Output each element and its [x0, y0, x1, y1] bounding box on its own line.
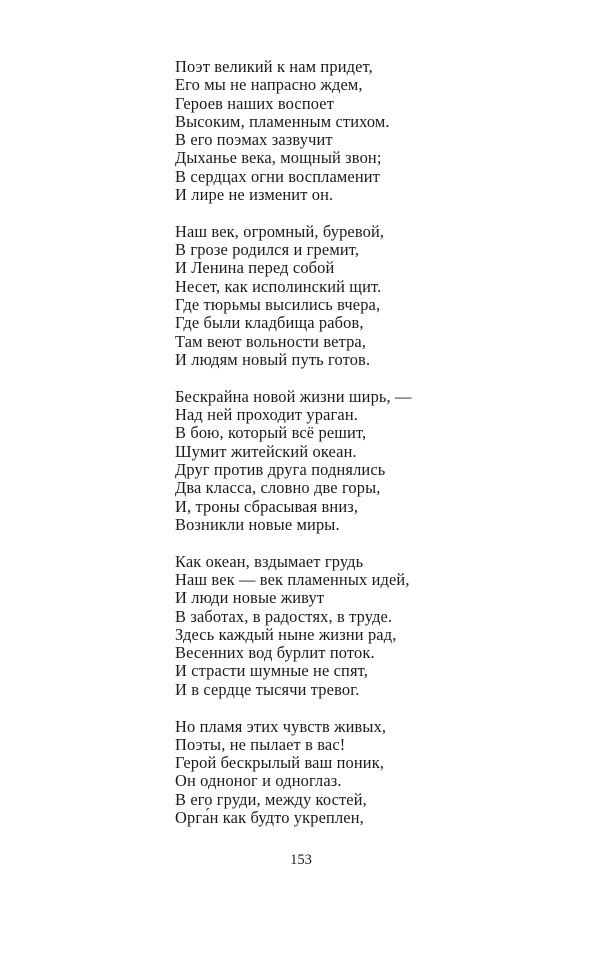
- verse-line: И в сердце тысячи тревог.: [175, 679, 360, 699]
- stanza-1: [175, 58, 475, 204]
- verse-line: В бою, который всё решит,: [175, 423, 367, 443]
- verse-line: Его мы не напрасно ждем,: [175, 75, 363, 95]
- verse-line: Весенних вод бурлит поток.: [175, 643, 375, 663]
- verse-line: Он одноног и одноглаз.: [175, 771, 342, 791]
- verse-line: В сердцах огни воспламенит: [175, 166, 380, 186]
- verse-line: Здесь каждый ныне жизни рад,: [175, 624, 397, 644]
- verse-line: Несет, как исполинский щит.: [175, 276, 382, 296]
- verse-line: Где были кладбища рабов,: [175, 313, 364, 333]
- verse-line: И, троны сбрасывая вниз,: [175, 496, 359, 516]
- verse-line: В его поэмах зазвучит: [175, 130, 333, 150]
- verse-line: И люди новые живут: [175, 588, 325, 608]
- verse-line: И людям новый путь готов.: [175, 349, 371, 369]
- verse-line: Возникли новые миры.: [175, 514, 340, 534]
- verse-line: И страсти шумные не спят,: [175, 661, 368, 681]
- stanza-3: [175, 388, 475, 534]
- verse-line: И лире не изменит он.: [175, 185, 334, 205]
- verse-line: Там веют вольности ветра,: [175, 331, 367, 351]
- verse-line: Два класса, словно две горы,: [175, 478, 381, 498]
- verse-line: Над ней проходит ураган.: [175, 405, 359, 425]
- verse-line: В грозе родился и гремит,: [175, 240, 360, 260]
- stanza-4: [175, 553, 475, 699]
- verse-line: Орга́н как будто укреплен,: [175, 807, 364, 827]
- poem-text: [175, 58, 475, 846]
- verse-line: Наш век — век пламенных идей,: [175, 569, 410, 589]
- verse-line: Поэты, не пылает в вас!: [175, 734, 346, 754]
- verse-line: Наш век, огромный, буревой,: [175, 221, 385, 241]
- verse-line: Шумит житейский океан.: [175, 441, 357, 461]
- stanza-2: [175, 223, 475, 369]
- verse-line: Но пламя этих чувств живых,: [175, 716, 387, 736]
- verse-line: Бескрайна новой жизни ширь, —: [175, 386, 412, 406]
- verse-line: В его груди, между костей,: [175, 789, 367, 809]
- verse-line: Высоким, пламенным стихом.: [175, 111, 390, 131]
- verse-line: И Ленина перед собой: [175, 258, 335, 278]
- verse-line: Где тюрьмы высились вчера,: [175, 295, 381, 315]
- verse-line: В заботах, в радостях, в труде.: [175, 606, 393, 626]
- page-number: 153: [290, 852, 312, 868]
- verse-line: Поэт великий к нам придет,: [175, 57, 373, 76]
- verse-line: Друг против друга поднялись: [175, 459, 386, 479]
- stanza-5: [175, 718, 475, 828]
- verse-line: Как океан, вздымает грудь: [175, 551, 364, 571]
- verse-line: Герой бескрылый ваш поник,: [175, 753, 385, 773]
- verse-line: Героев наших воспоет: [175, 93, 335, 113]
- verse-line: Дыханье века, мощный звон;: [175, 148, 382, 168]
